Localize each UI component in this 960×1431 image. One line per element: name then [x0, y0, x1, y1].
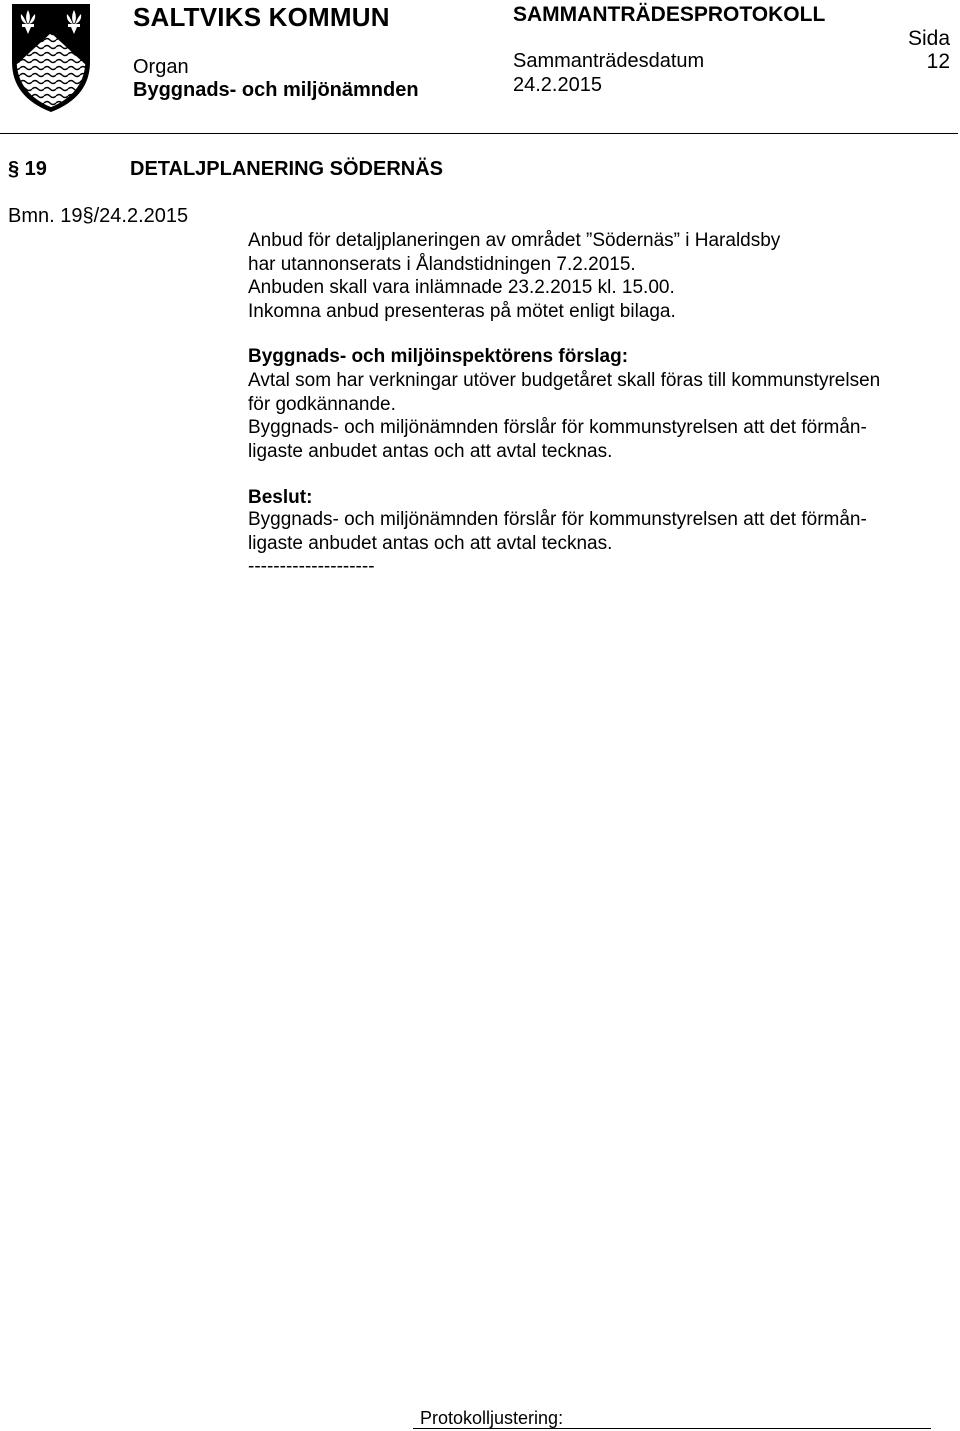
text-line: Inkomna anbud presenteras på mötet enligt bilaga. — [248, 300, 676, 322]
section-number: § 19 — [8, 158, 47, 180]
meeting-date-value: 24.2.2015 — [513, 74, 602, 96]
document-type: SAMMANTRÄDESPROTOKOLL — [513, 3, 826, 26]
municipal-coat-of-arms-logo — [8, 2, 94, 114]
proposal-heading: Byggnads- och miljöinspektörens förslag: — [248, 346, 629, 367]
proposal-paragraph — [248, 369, 880, 463]
minutes-verification-label: Protokolljustering: — [420, 1408, 564, 1428]
text-line: Anbuden skall vara inlämnade 23.2.2015 kl. 15.00. — [248, 277, 675, 298]
meeting-date-label: Sammanträdesdatum — [513, 50, 705, 72]
page-number: 12 — [926, 50, 950, 73]
coat-of-arms-icon — [8, 2, 94, 114]
text-line: för godkännande. — [248, 393, 396, 415]
text-line: ligaste anbudet antas och att avtal tecknas. — [248, 532, 613, 554]
decision-paragraph — [248, 508, 867, 579]
text-line: har utannonserats i Ålandstidningen 7.2.2015. — [248, 253, 636, 275]
header-divider — [0, 133, 958, 134]
organ-value: Byggnads- och miljönämnden — [133, 79, 419, 101]
end-dashes: -------------------- — [248, 556, 375, 577]
text-line: Byggnads- och miljönämnden förslår för kommunstyrelsen att det förmån- — [248, 417, 867, 438]
text-line: Avtal som har verkningar utöver budgetåret skall föras till kommunstyrelsen — [248, 370, 881, 391]
section-title: DETALJPLANERING SÖDERNÄS — [130, 158, 443, 180]
decision-heading: Beslut: — [248, 487, 313, 508]
text-line: Anbud för detaljplaneringen av området ”Södernäs” i Haraldsby — [248, 230, 781, 251]
section-reference: Bmn. 19§/24.2.2015 — [8, 205, 189, 227]
organ-label: Organ — [133, 56, 189, 78]
text-line: ligaste anbudet antas och att avtal tecknas. — [248, 440, 613, 462]
municipality-name: SALTVIKS KOMMUN — [133, 2, 390, 32]
footer-signature-line — [413, 1428, 931, 1429]
text-line: Byggnads- och miljönämnden förslår för kommunstyrelsen att det förmån- — [248, 509, 867, 530]
background-paragraph — [248, 229, 780, 323]
page-label: Sida — [907, 27, 950, 50]
